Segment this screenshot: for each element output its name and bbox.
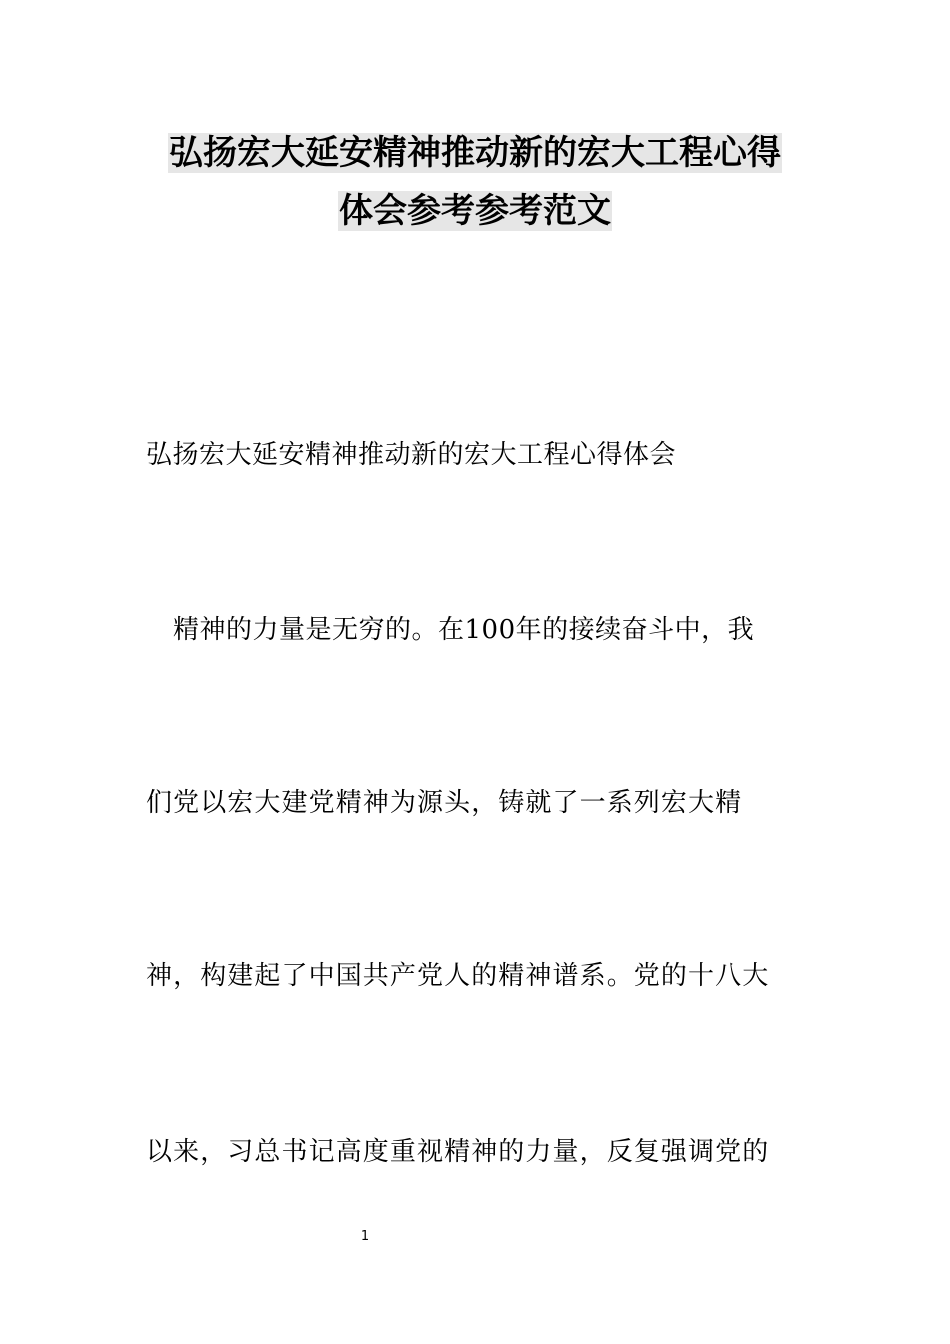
title-highlight: 弘扬宏大延安精神推动新的宏大工程心得 — [169, 133, 781, 173]
paragraph-line: 神，构建起了中国共产党人的精神谱系。党的十八大 — [146, 961, 770, 991]
title-highlight: 体会参考参考范文 — [339, 191, 611, 231]
paragraph-line: 们党以宏大建党精神为源头，铸就了一系列宏大精 — [146, 788, 743, 818]
paragraph-line: 以来，习总书记高度重视精神的力量，反复强调党的 — [146, 1137, 770, 1167]
page-number: 1 — [360, 1229, 370, 1244]
paragraph-line: 精神的力量是无穷的。在100年的接续奋斗中，我 — [173, 615, 755, 645]
document-subtitle: 弘扬宏大延安精神推动新的宏大工程心得体会 — [146, 440, 677, 470]
document-title-line-2 — [0, 189, 950, 233]
document-title-line-1 — [0, 131, 950, 175]
